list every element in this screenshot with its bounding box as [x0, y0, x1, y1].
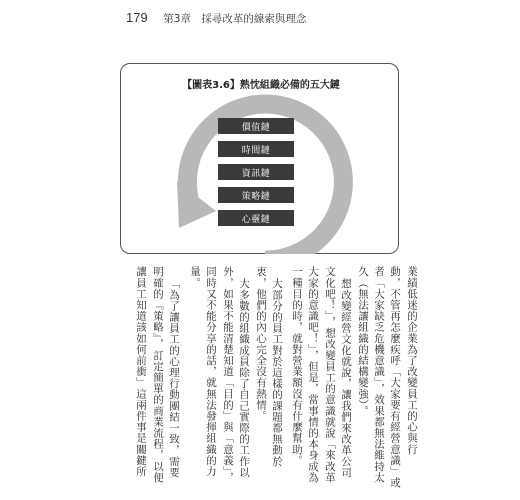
text-column: 大家的意識吧！」，但是，當事情的本身成為 [307, 266, 319, 483]
running-header [126, 10, 306, 26]
text-column: 業績低迷的企業為了改變員工的心與行 [406, 266, 418, 455]
text-column: 大部分的員工對於這樣的課題都無動於 [271, 278, 283, 467]
text-column: 衷，他們的內心完全沒有熱情。 [255, 266, 267, 422]
text-column: 動，不管再怎麼疾呼「大家要有經營意識」或 [389, 266, 401, 488]
text-column: 者「大家缺乏危機意識」，效果都無法維持太 [373, 266, 385, 483]
chain-value: 價值鏈 [218, 118, 294, 134]
chain-information: 資訊鏈 [218, 164, 294, 180]
chain-heart: 心靈鏈 [218, 210, 294, 226]
text-column: 久（無法讓組織的結構變強）。 [357, 266, 369, 417]
text-column: 同時又不能分享的話，就無法發揮組織的力 [205, 266, 217, 477]
text-column: 量。 [189, 266, 201, 289]
chain-time: 時間鏈 [218, 141, 294, 157]
chain-list [218, 118, 294, 233]
text-column: 明確的『策略』，訂定簡單的商業流程，以便 [152, 266, 164, 483]
text-column: 讓員工知道該如何前衝」這兩件事是關鍵所 [135, 266, 147, 477]
chapter-title: 第3章 採尋改革的線索與理念 [163, 13, 307, 25]
text-column: 一種目的時，就對營業額沒有什麼幫助。 [291, 266, 303, 466]
text-column: 想改變經營文化就說，讓我們來改革公司 [340, 278, 352, 478]
text-column: 外，如果不能清楚知道「目的」與「意義」， [222, 266, 234, 483]
text-column: 文化吧！」，想改變員工的意識就說「來改革 [324, 266, 336, 483]
text-column: 「為了讓員工的心理行動團結一致，需要 [168, 278, 180, 478]
page-number: 179 [126, 10, 148, 25]
figure-title: 【圖表3.6】熟忱組織必備的五大鏈 [182, 80, 340, 91]
text-column: 大多數的組織成員除了自己實際的工作以 [238, 278, 250, 478]
chain-strategy: 策略鏈 [218, 187, 294, 203]
